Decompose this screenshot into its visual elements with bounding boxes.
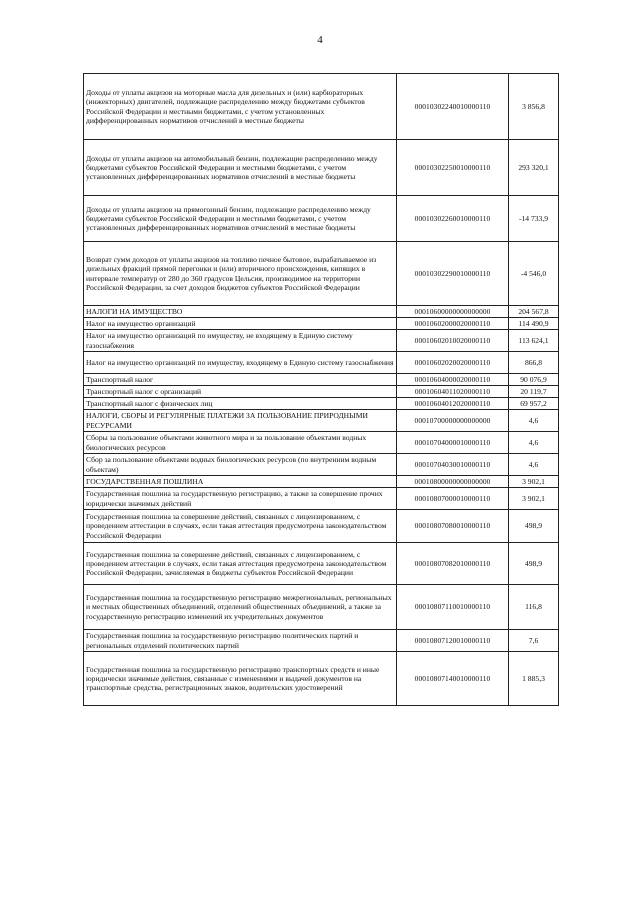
row-amount-cell: 4,6 [509,432,559,454]
row-amount-cell: 498,9 [509,543,559,585]
row-code-cell: 00010602000020000110 [397,318,509,330]
row-amount-cell: 114 490,9 [509,318,559,330]
row-amount-cell: 866,8 [509,352,559,374]
row-code-cell: 00010807140010000110 [397,652,509,706]
table-row [84,488,559,510]
row-code-cell: 00010604011020000110 [397,386,509,398]
row-name-cell: Транспортный налог с организаций [84,386,397,398]
row-amount-cell: 3 902,1 [509,488,559,510]
row-code-cell: 00010704000010000110 [397,432,509,454]
page-number: 4 [317,34,323,46]
table-row [84,630,559,652]
row-amount-cell: 293 320,1 [509,140,559,196]
table-row [84,386,559,398]
row-amount-cell: 4,6 [509,454,559,476]
table-row [84,510,559,543]
table-row [84,410,559,432]
row-amount-cell: 20 119,7 [509,386,559,398]
row-amount-cell: -4 546,0 [509,242,559,306]
row-name-cell: ГОСУДАРСТВЕННАЯ ПОШЛИНА [84,476,397,488]
row-name-cell: Налог на имущество организаций [84,318,397,330]
row-name-cell: Транспортный налог с физических лиц [84,398,397,410]
table-row [84,585,559,630]
table-row [84,652,559,706]
row-code-cell: 00010302260010000110 [397,196,509,242]
table-row [84,74,559,140]
row-name-cell: Государственная пошлина за совершение действий, связанных с лицензированием, с проведением аттестации в случаях, если такая аттестация предусмотрена законодательством Российской Федерации, зачисляемая в бюджеты субъектов Российской Федерации [84,543,397,585]
row-name-cell: Сбор за пользование объектами водных биологических ресурсов (по внутренним водным объектам) [84,454,397,476]
row-name-cell: Государственная пошлина за государственную регистрацию политических партий и региональных отделений политических партий [84,630,397,652]
row-code-cell: 00010302250010000110 [397,140,509,196]
table-row [84,242,559,306]
row-name-cell: НАЛОГИ НА ИМУЩЕСТВО [84,306,397,318]
row-amount-cell: 3 902,1 [509,476,559,488]
row-amount-cell: 69 957,2 [509,398,559,410]
row-name-cell: Государственная пошлина за совершение действий, связанных с лицензированием, с проведением аттестации в случаях, если такая аттестация предусмотрена законодательством Российской Федерации [84,510,397,543]
row-code-cell: 00010807082010000110 [397,543,509,585]
table-row [84,330,559,352]
row-name-cell: Доходы от уплаты акцизов на моторные масла для дизельных и (или) карбюраторных (инжекторных) двигателей, подлежащие распределению между бюджетами субъектов Российской Федерации и местными бюджетами, с учетом установленных дифференцированных нормативов отчислений в местные бюджеты [84,74,397,140]
table-row [84,352,559,374]
revenue-table-body [84,74,559,706]
table-row [84,476,559,488]
row-name-cell: Доходы от уплаты акцизов на автомобильный бензин, подлежащие распределению между бюджетами субъектов Российской Федерации и местными бюджетами, с учетом установленных дифференцированных нормативов отчислений в местные бюджеты [84,140,397,196]
row-code-cell: 00010704030010000110 [397,454,509,476]
row-amount-cell: 90 076,9 [509,374,559,386]
table-row [84,140,559,196]
row-code-cell: 00010302290010000110 [397,242,509,306]
table-row [84,432,559,454]
row-amount-cell: 498,9 [509,510,559,543]
row-amount-cell: 7,6 [509,630,559,652]
row-name-cell: Транспортный налог [84,374,397,386]
row-code-cell: 00010602020020000110 [397,352,509,374]
row-code-cell: 00010604012020000110 [397,398,509,410]
row-name-cell: Возврат сумм доходов от уплаты акцизов на топливо печное бытовое, вырабатываемое из дизельных фракций прямой перегонки и (или) вторичного происхождения, кипящих в интервале температур от 280 до 360 градусов Цельсия, производимое на территории Российской Федерации, за счет доходов бюджетов субъектов Российской Федерации [84,242,397,306]
row-name-cell: Сборы за пользование объектами животного мира и за пользование объектами водных биологических ресурсов [84,432,397,454]
row-amount-cell: 4,6 [509,410,559,432]
row-code-cell: 00010807120010000110 [397,630,509,652]
row-amount-cell: -14 733,9 [509,196,559,242]
row-name-cell: Налог на имущество организаций по имуществу, не входящему в Единую систему газоснабжения [84,330,397,352]
row-code-cell: 00010800000000000000 [397,476,509,488]
table-row [84,306,559,318]
row-name-cell: Налог на имущество организаций по имуществу, входящему в Единую систему газоснабжения [84,352,397,374]
row-code-cell: 00010602010020000110 [397,330,509,352]
row-name-cell: Государственная пошлина за государственную регистрацию, а также за совершение прочих юридически значимых действий [84,488,397,510]
row-amount-cell: 113 624,1 [509,330,559,352]
row-code-cell: 00010807080010000110 [397,510,509,543]
row-name-cell: Государственная пошлина за государственную регистрацию транспортных средств и иные юридически значимые действия, связанные с изменениями и выдачей документов на транспортные средства, регистрационных знаков, водительских удостоверений [84,652,397,706]
row-code-cell: 00010807000010000110 [397,488,509,510]
table-row [84,543,559,585]
row-name-cell: Государственная пошлина за государственную регистрацию межрегиональных, региональных и местных общественных объединений, отделений общественных объединений, а также за государственную регистрацию изменений их учредительных документов [84,585,397,630]
row-code-cell: 00010700000000000000 [397,410,509,432]
row-code-cell: 00010302240010000110 [397,74,509,140]
row-code-cell: 00010600000000000000 [397,306,509,318]
table-row [84,398,559,410]
row-amount-cell: 3 856,8 [509,74,559,140]
row-amount-cell: 116,8 [509,585,559,630]
table-row [84,374,559,386]
table-row [84,318,559,330]
row-name-cell: НАЛОГИ, СБОРЫ И РЕГУЛЯРНЫЕ ПЛАТЕЖИ ЗА ПОЛЬЗОВАНИЕ ПРИРОДНЫМИ РЕСУРСАМИ [84,410,397,432]
row-amount-cell: 204 567,8 [509,306,559,318]
revenue-table [83,73,559,706]
row-code-cell: 00010604000020000110 [397,374,509,386]
row-name-cell: Доходы от уплаты акцизов на прямогонный бензин, подлежащие распределению между бюджетами субъектов Российской Федерации и местными бюджетами, с учетом установленных дифференцированных нормативов отчислений в местные бюджеты [84,196,397,242]
row-code-cell: 00010807110010000110 [397,585,509,630]
table-row [84,454,559,476]
table-row [84,196,559,242]
row-amount-cell: 1 885,3 [509,652,559,706]
